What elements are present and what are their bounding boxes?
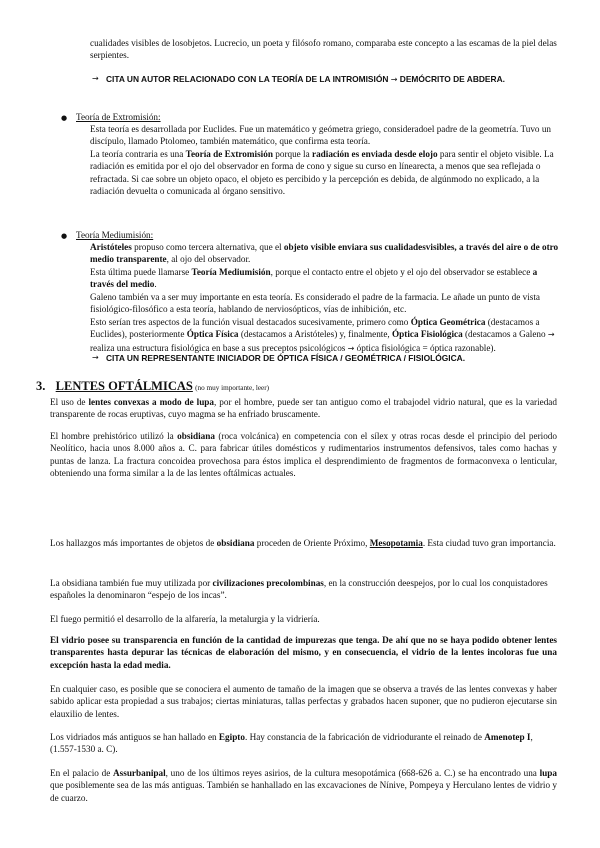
extromision-paragraph-1: Esta teoría es desarrollada por Euclides. Fue un matemático y geómetra griego, consideradoel padre de la geometría. Tuvo un discípulo, llamado Ptolomeo, también matemático, que confirma esta teoría. [90, 124, 552, 147]
arrow-right-icon: → [547, 330, 555, 340]
lentes-paragraph-6: El vidrio posee su transparencia en función de la cantidad de impurezas que tenga. De ahí que no se haya podido obtener lentes transparentes hasta depurar las técnicas de elaboración del mismo, y en consecuencia, el vidrio de la lentes incoloras fue una excepción hasta la edad media. [50, 635, 557, 670]
lentes-paragraph-5: El fuego permitió el desarrollo de la alfarería, la metalurgia y la vidriería. [50, 614, 320, 624]
section-title: LENTES OFTÁLMICAS [55, 379, 193, 393]
mediumision-paragraph-3: Galeno también va a ser muy importante en esta teoría. Es considerado el padre de la farmacia. Le añade un punto de vista fisiológico-filosófico a esta teoría, hablando de nerviosópticos, vías de inhibición, etc. [90, 292, 541, 315]
lentes-paragraph-4: La obsidiana también fue muy utilizada por civilizaciones precolombinas, en la construcción deespejos, por lo cual los conquistadores españoles la denominaron “espejo de los incas”. [50, 578, 548, 601]
lentes-paragraph-9: En el palacio de Assurbanipal, uno de los últimos reyes asirios, de la cultura mesopotámica (668-626 a. C.) se ha encontrado una lupa que posiblemente sea de las más antiguas. También se hanhallado en las excavaciones de Nínive, Pompeya y Herculano lentes de vidrio y de cuarzo. [50, 768, 557, 803]
section-note: (no muy importante, leer) [195, 384, 270, 392]
heading-extromision: Teoría de Extromisión: [76, 112, 161, 122]
intro-paragraph: cualidades visibles de losobjetos. Lucrecio, un poeta y filósofo romano, comparaba este concepto a las escamas de la piel delas serpientes. [90, 38, 557, 61]
question-callout-optica: → CITA UN REPRESENTANTE INICIADOR DE ÓPTICA FÍSICA / GEOMÉTRICA / FISIOLÓGICA. [92, 353, 466, 363]
lentes-paragraph-7: En cualquier caso, es posible que se conociera el aumento de tamaño de la imagen que se observa a través de las lentes convexas y haber sabido aplicar esta propiedad a sus trabajos; ciertas miniaturas, tallas perfectas y grabados hacen suponer, que no pudieron ejecutarse sin elauxilio de lentes. [50, 684, 557, 719]
mediumision-paragraph-1: Aristóteles propuso como tercera alternativa, que el objeto visible enviara sus cualidadesvisibles, a través del aire o de otro medio transparente, al ojo del observador. [90, 242, 559, 265]
lentes-paragraph-8: Los vidriados más antiguos se han hallado en Egipto. Hay constancia de la fabricación de vidriodurante el reinado de Amenotep I, (1.557-1530 a. C). [50, 732, 533, 755]
lentes-paragraph-2: El hombre prehistórico utilizó la obsidiana (roca volcánica) en competencia con el sílex y otras rocas desde el principio del periodo Neolítico, hacia unos 8.000 años a. C. para fabricar útiles domésticos y rudimentarios instrumentos defensivos, tales como hachas y puntas de lanza. La fractura concoidea provechosa para éstos implica el desprendimiento de fragmentos de formaconvexa o lenticular, obteniendo una forma similar a la de las lentes oftálmicas actuales. [50, 431, 557, 479]
bullet-icon: ● [61, 232, 68, 240]
arrow-right-icon: → [347, 343, 355, 353]
heading-mediumision: Teoría Mediumisión: [76, 230, 154, 240]
lentes-paragraph-1: El uso de lentes convexas a modo de lupa, por el hombre, puede ser tan antiguo como el trabajodel vidrio natural, que es la variedad transparente de rocas eruptivas, cuyo magma se ha enfriado bruscamente. [50, 397, 557, 420]
bullet-icon: ● [61, 114, 68, 122]
arrow-right-icon: → [92, 74, 99, 83]
section-heading-lentes [36, 379, 556, 394]
lentes-paragraph-3: Los hallazgos más importantes de objetos de obsidiana proceden de Oriente Próximo, Mesopotamia. Esta ciudad tuvo gran importancia. [50, 538, 556, 548]
arrow-right-icon: → [390, 75, 398, 84]
question-callout-intromision: → CITA UN AUTOR RELACIONADO CON LA TEORÍA DE LA INTROMISIÓN → DEMÓCRITO DE ABDERA. [92, 74, 505, 84]
extromision-paragraph-2: La teoría contraria es una Teoría de Extromisión porque la radiación es enviada desde elojo para sentir el objeto visible. La radiación es emitida por el ojo del observador en forma de cono y sigue su curso en línearecta, a menos que sea reflejada o refractada. Si cae sobre un objeto opaco, el objeto es percibido y la percepción es debida, de algúnmodo no explicado, a la radiación devuelta o comunicada al órgano sensitivo. [90, 149, 554, 197]
callout-answer: DEMÓCRITO DE ABDERA. [399, 74, 505, 84]
section-number: 3. [36, 379, 46, 393]
mediumision-paragraph-4: Esto serían tres aspectos de la función visual destacados sucesivamente, primero como Óptica Geométrica (destacamos a Euclides), posteriormente Óptica Física (destacamos a Aristóteles) y, finalmente, Óptica Fisiológica (destacamos a Galeno → realiza una estructura fisiológica en base a sus preceptos psicológicos → óptica fisiológica = óptica razonable). [90, 317, 555, 353]
arrow-right-icon: → [92, 353, 99, 362]
mediumision-paragraph-2: Esta última puede llamarse Teoría Mediumisión, porque el contacto entre el objeto y el ojo del observador se establece a través del medio. [90, 267, 538, 290]
